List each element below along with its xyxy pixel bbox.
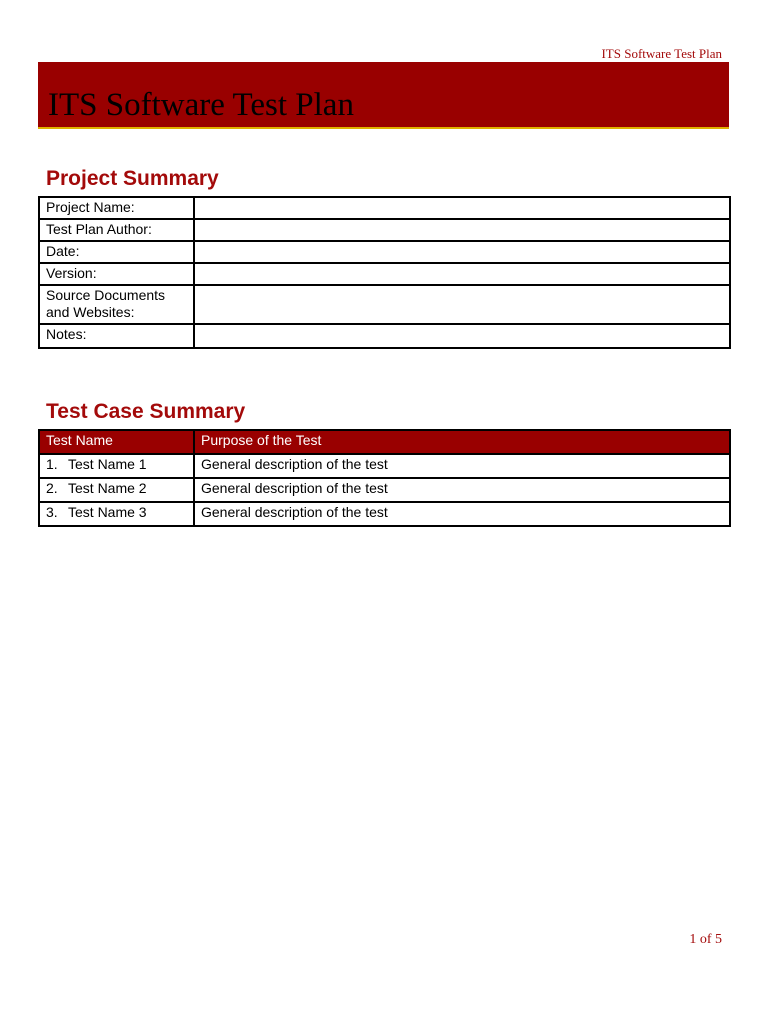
notes-field[interactable] [194, 324, 730, 348]
list-number: 3. [46, 504, 58, 520]
page-number: 1 of 5 [689, 932, 722, 947]
date-label: Date: [39, 241, 194, 263]
notes-label: Notes: [39, 324, 194, 348]
table-row [39, 263, 730, 285]
table-row [39, 219, 730, 241]
table-row [39, 241, 730, 263]
test-name: Test Name 1 [68, 456, 147, 472]
source-documents-label: Source Documents and Websites: [39, 285, 194, 324]
table-row [39, 285, 730, 324]
version-field[interactable] [194, 263, 730, 285]
running-header: ITS Software Test Plan [601, 46, 722, 61]
list-number: 2. [46, 480, 58, 496]
test-name-column-header: Test Name [39, 430, 194, 454]
version-label: Version: [39, 263, 194, 285]
project-summary-table [38, 196, 731, 349]
test-plan-author-field[interactable] [194, 219, 730, 241]
project-name-field[interactable] [194, 197, 730, 219]
table-header-row [39, 430, 730, 454]
table-row [39, 324, 730, 348]
test-name-cell[interactable] [39, 478, 194, 502]
test-plan-author-label: Test Plan Author: [39, 219, 194, 241]
table-row [39, 197, 730, 219]
test-name-cell[interactable] [39, 502, 194, 526]
table-row [39, 502, 730, 526]
test-name-cell[interactable] [39, 454, 194, 478]
test-purpose-cell[interactable]: General description of the test [194, 454, 730, 478]
project-summary-heading: Project Summary [46, 167, 219, 190]
title-banner [38, 62, 729, 129]
test-purpose-cell[interactable]: General description of the test [194, 502, 730, 526]
table-row [39, 478, 730, 502]
test-case-summary-table [38, 429, 731, 527]
test-name: Test Name 2 [68, 480, 147, 496]
list-number: 1. [46, 456, 58, 472]
test-purpose-cell[interactable]: General description of the test [194, 478, 730, 502]
test-name: Test Name 3 [68, 504, 147, 520]
test-case-summary-heading: Test Case Summary [46, 400, 246, 423]
source-documents-field[interactable] [194, 285, 730, 324]
project-name-label: Project Name: [39, 197, 194, 219]
table-row [39, 454, 730, 478]
date-field[interactable] [194, 241, 730, 263]
purpose-column-header: Purpose of the Test [194, 430, 730, 454]
document-title: ITS Software Test Plan [48, 87, 354, 123]
